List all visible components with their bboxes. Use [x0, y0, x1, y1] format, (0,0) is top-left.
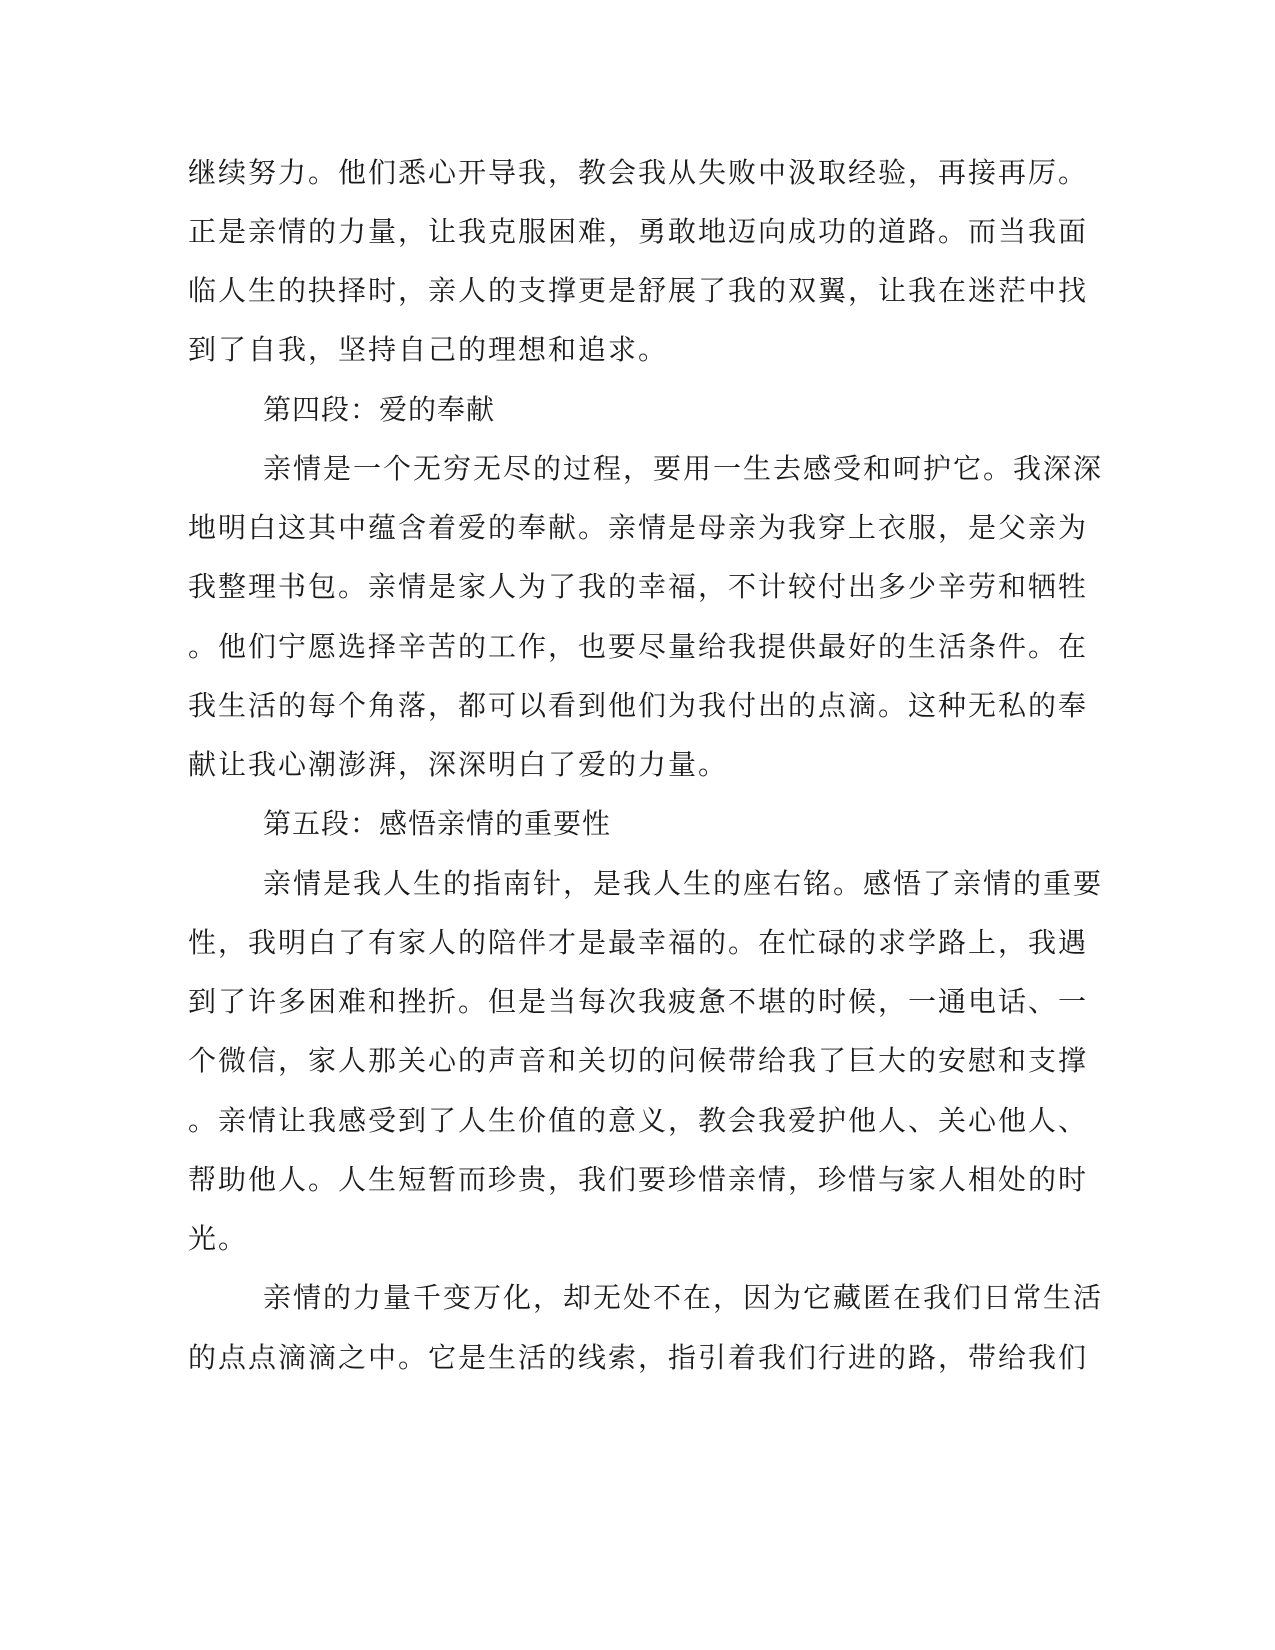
text-line: 临人生的抉择时，亲人的支撑更是舒展了我的双翼，让我在迷茫中找	[188, 274, 1089, 307]
text-line: 个微信，家人那关心的声音和关切的问候带给我了巨大的安慰和支撑	[188, 1044, 1089, 1077]
text-line: 我生活的每个角落，都可以看到他们为我付出的点滴。这种无私的奉	[188, 689, 1089, 722]
text-line: 。亲情让我感受到了人生价值的意义，教会我爱护他人、关心他人、	[188, 1104, 1089, 1137]
text-line: 到了自我，坚持自己的理想和追求。	[188, 333, 669, 366]
document-body	[188, 153, 1104, 1553]
text-line: 正是亲情的力量，让我克服困难，勇敢地迈向成功的道路。而当我面	[188, 215, 1089, 248]
text-line: 帮助他人。人生短暂而珍贵，我们要珍惜亲情，珍惜与家人相处的时	[188, 1163, 1089, 1196]
text-line: 性，我明白了有家人的陪伴才是最幸福的。在忙碌的求学路上，我遇	[188, 926, 1089, 959]
text-line: 光。	[188, 1222, 249, 1255]
text-line: 的点点滴滴之中。它是生活的线索，指引着我们行进的路，带给我们	[188, 1341, 1089, 1374]
section-heading-5: 第五段：感悟亲情的重要性	[263, 807, 612, 840]
text-line: 亲情是我人生的指南针，是我人生的座右铭。感悟了亲情的重要	[263, 867, 1104, 900]
text-line: 到了许多困难和挫折。但是当每次我疲惫不堪的时候，一通电话、一	[188, 985, 1089, 1018]
text-line: 继续努力。他们悉心开导我，教会我从失败中汲取经验，再接再厉。	[188, 156, 1089, 189]
text-line: 。他们宁愿选择辛苦的工作，也要尽量给我提供最好的生活条件。在	[188, 630, 1089, 663]
text-line: 亲情的力量千变万化，却无处不在，因为它藏匿在我们日常生活	[263, 1281, 1104, 1314]
text-line: 地明白这其中蕴含着爱的奉献。亲情是母亲为我穿上衣服，是父亲为	[188, 511, 1089, 544]
section-heading-4: 第四段：爱的奉献	[263, 393, 496, 426]
text-line: 亲情是一个无穷无尽的过程，要用一生去感受和呵护它。我深深	[263, 452, 1104, 485]
text-line: 我整理书包。亲情是家人为了我的幸福，不计较付出多少辛劳和牺牲	[188, 570, 1089, 603]
text-line: 献让我心潮澎湃，深深明白了爱的力量。	[188, 748, 729, 781]
